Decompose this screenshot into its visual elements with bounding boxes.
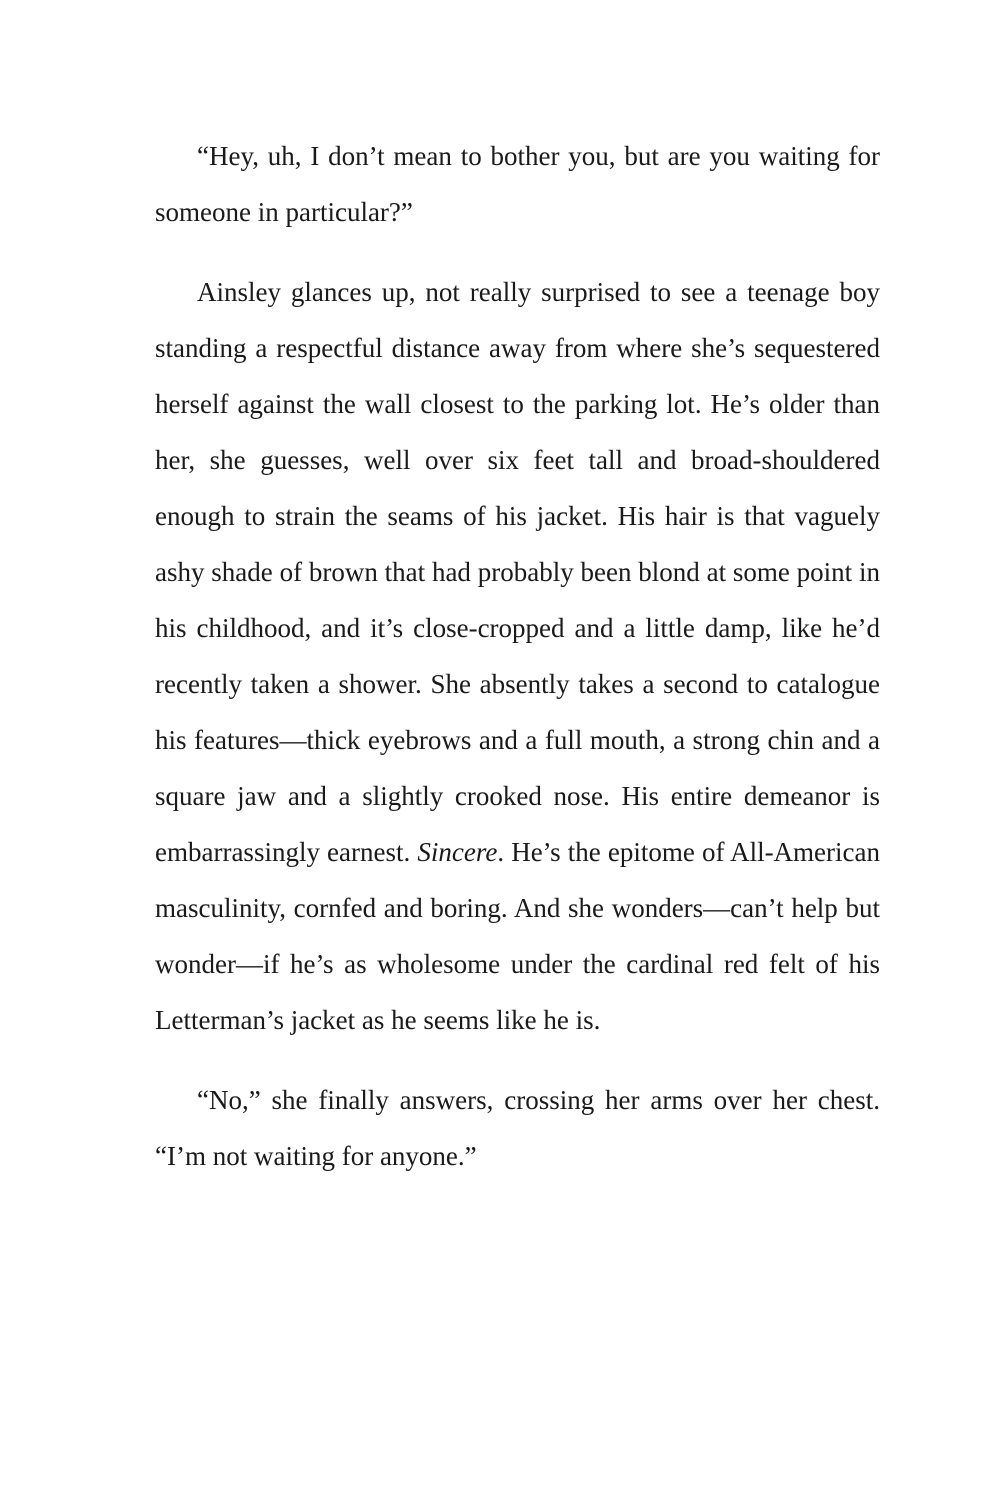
- page-body-text: [155, 128, 880, 1184]
- paragraph-dialogue-question: “Hey, uh, I don’t mean to bother you, but are you waiting for someone in particular?”: [155, 141, 880, 227]
- emphasis-word: Sincere: [417, 837, 498, 867]
- paragraph-description-part2: . He’s the epitome of All-American masculinity, cornfed and boring. And she wonders—can’t help but wonder—if he’s as wholesome under the cardinal red felt of his Letterman’s jacket as he seems like he is.: [155, 837, 881, 1035]
- paragraph-dialogue-answer: “No,” she finally answers, crossing her arms over her chest. “I’m not waiting for anyone.”: [155, 1085, 880, 1171]
- paragraph-description-part1: Ainsley glances up, not really surprised to see a teenage boy standing a respectful distance away from where she’s sequestered herself against the wall closest to the parking lot. He’s older than her, she guesses, well over six feet tall and broad-shouldered enough to strain the seams of his jacket. His hair is that vaguely ashy shade of brown that had probably been blond at some point in his childhood, and it’s close-cropped and a little damp, like he’d recently taken a shower. She absently takes a second to catalogue his features—thick eyebrows and a full mouth, a strong chin and a square jaw and a slightly crooked nose. His entire demeanor is embarrassingly earnest.: [155, 277, 880, 867]
- paragraph-description: [155, 264, 880, 1048]
